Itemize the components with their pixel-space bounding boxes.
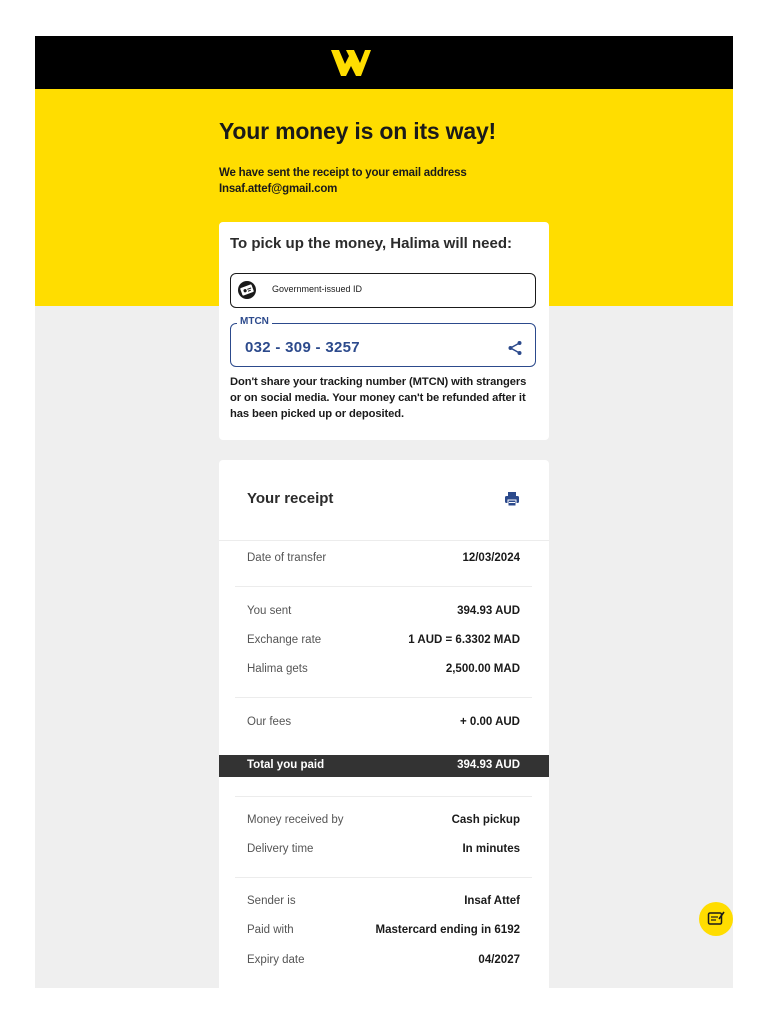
delivery-value: In minutes <box>462 843 520 855</box>
mtcn-field[interactable] <box>230 316 536 367</box>
fees-value: + 0.00 AUD <box>460 716 520 728</box>
row-expiry-date <box>247 954 520 972</box>
sender-value: Insaf Attef <box>464 895 520 907</box>
page-title: Your money is on its way! <box>219 118 497 144</box>
row-recipient-gets <box>247 663 520 681</box>
row-fees <box>247 716 520 734</box>
feedback-icon <box>707 910 725 928</box>
email-notice <box>219 165 467 197</box>
divider <box>219 540 549 541</box>
email-address: Insaf.attef@gmail.com <box>219 183 338 195</box>
western-union-logo-icon[interactable] <box>331 50 371 76</box>
date-value: 12/03/2024 <box>462 552 520 564</box>
expiry-label: Expiry date <box>247 954 305 966</box>
date-label: Date of transfer <box>247 552 327 564</box>
row-exchange-rate <box>247 634 520 652</box>
received-label: Money received by <box>247 814 344 826</box>
print-icon[interactable] <box>504 491 520 507</box>
page-frame <box>35 36 733 988</box>
row-sender <box>247 895 520 913</box>
divider <box>235 796 532 797</box>
expiry-value: 04/2027 <box>478 954 520 966</box>
received-value: Cash pickup <box>451 814 520 826</box>
total-value: 394.93 AUD <box>457 759 520 771</box>
row-you-sent <box>247 605 520 623</box>
receipt-card <box>219 460 549 988</box>
sender-label: Sender is <box>247 895 296 907</box>
paid-label: Paid with <box>247 924 294 936</box>
top-bar <box>35 36 733 89</box>
gets-value: 2,500.00 MAD <box>445 663 520 675</box>
row-paid-with <box>247 924 520 942</box>
sent-label: You sent <box>247 605 292 617</box>
share-icon[interactable] <box>507 340 523 356</box>
sent-value: 394.93 AUD <box>457 605 520 617</box>
divider <box>235 877 532 878</box>
row-date-of-transfer <box>247 552 520 570</box>
email-notice-text: We have sent the receipt to your email address <box>219 167 467 179</box>
fees-label: Our fees <box>247 716 292 728</box>
divider <box>235 586 532 587</box>
gets-label: Halima gets <box>247 663 308 675</box>
receipt-title: Your receipt <box>247 490 334 507</box>
row-delivery-time <box>247 843 520 861</box>
paid-value: Mastercard ending in 6192 <box>375 924 520 936</box>
mtcn-warning: Don't share your tracking number (MTCN) with strangers or on social media. Your money can't be refunded after it has been picked up or deposited. <box>230 376 527 420</box>
feedback-button[interactable] <box>699 902 733 936</box>
mtcn-label: MTCN <box>237 316 272 327</box>
id-card-icon <box>237 280 257 300</box>
pickup-card <box>219 222 549 440</box>
delivery-label: Delivery time <box>247 843 314 855</box>
row-money-received-by <box>247 814 520 832</box>
row-total-paid <box>219 755 549 777</box>
rate-value: 1 AUD = 6.3302 MAD <box>408 634 520 646</box>
rate-label: Exchange rate <box>247 634 322 646</box>
government-id-label: Government-issued ID <box>272 284 363 294</box>
pickup-title: To pick up the money, Halima will need: <box>230 235 512 252</box>
divider <box>235 697 532 698</box>
government-id-item <box>230 273 536 308</box>
mtcn-value: 032 - 309 - 3257 <box>245 339 360 356</box>
total-label: Total you paid <box>247 759 325 771</box>
